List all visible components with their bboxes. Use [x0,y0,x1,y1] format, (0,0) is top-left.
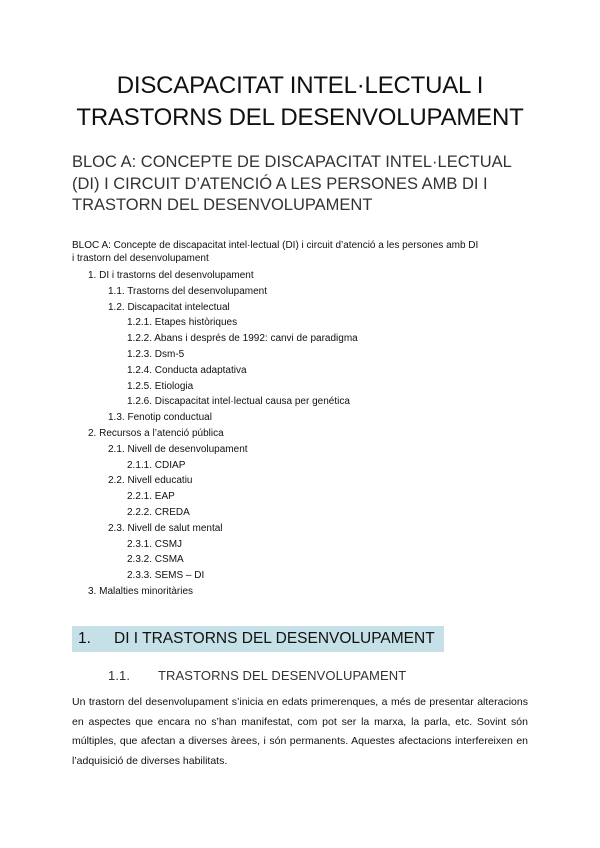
toc-item: 1.2.2. Abans i després de 1992: canvi de paradigma [127,333,358,345]
section-title: DI I TRASTORNS DEL DESENVOLUPAMENT [114,630,435,647]
toc-heading-line-2: i trastorn del desenvolupament [72,252,209,264]
toc-list [72,268,542,600]
toc-item: 1. DI i trastorns del desenvolupament [88,269,254,281]
subtitle-line-2: (DI) I CIRCUIT D’ATENCIÓ A LES PERSONES AMB DI I [72,174,488,193]
toc-item: 2.3. Nivell de salut mental [108,522,223,534]
subsection-heading-1-1 [108,667,406,685]
subtitle-line-3: TRASTORN DEL DESENVOLUPAMENT [72,196,373,214]
toc-item: 1.2.6. Discapacitat intel·lectual causa per genética [127,396,350,408]
toc-item: 2.1. Nivell de desenvolupament [108,443,248,455]
toc-item: 2.1.1. CDIAP [127,459,186,471]
document-title [40,70,560,134]
toc-item: 1.2.3. Dsm-5 [127,348,185,360]
subsection-number: 1.1. [108,668,131,683]
toc-item: 1.2.1. Etapes històriques [127,317,238,329]
section-number: 1. [78,630,91,647]
toc-item: 2.2. Nivell educatiu [108,475,193,487]
toc-item: 2.3.3. SEMS – DI [127,570,205,582]
subsection-title: TRASTORNS DEL DESENVOLUPAMENT [158,668,407,683]
toc-heading [72,240,542,265]
toc-item: 1.2. Discapacitat intelectual [108,301,230,313]
table-of-contents [72,240,542,600]
subtitle-line-1: BLOC A: CONCEPTE DE DISCAPACITAT INTEL·LECTUAL [72,153,512,171]
bloc-subtitle [72,152,542,217]
toc-heading-line-1: BLOC A: Concepte de discapacitat intel·lectual (DI) i circuit d’atenció a les persones amb DI [72,240,479,251]
toc-item: 3. Malalties minoritàries [88,585,194,597]
toc-item: 1.3. Fenotip conductual [108,412,212,424]
section-heading-1 [72,626,444,652]
toc-item: 2.2.2. CREDA [127,506,190,518]
toc-item: 2.3.2. CSMA [127,554,184,566]
toc-item: 1.2.4. Conducta adaptativa [127,364,247,376]
toc-item: 1.2.5. Etiologia [127,380,194,392]
body-paragraph: Un trastorn del desenvolupament s’inicia en edats primerenques, a més de presentar alteracions en aspectes que encara no s’han manifestat, com pot ser la marxa, la parla, etc. Sovint són múltiples, que afectan a diverses àrees, i són permanents. Aquestes afectacions interfereixen en l’adquisició de diverses habilitats. [72,696,528,767]
title-line-2: TRASTORNS DEL DESENVOLUPAMENT [76,104,524,131]
toc-item: 1.1. Trastorns del desenvolupament [108,285,267,297]
toc-item: 2.3.1. CSMJ [127,538,183,550]
toc-item: 2.2.1. EAP [127,491,175,503]
toc-item: 2. Recursos a l’atenció pública [88,427,224,439]
title-line-1: DISCAPACITAT INTEL·LECTUAL I [116,72,484,99]
